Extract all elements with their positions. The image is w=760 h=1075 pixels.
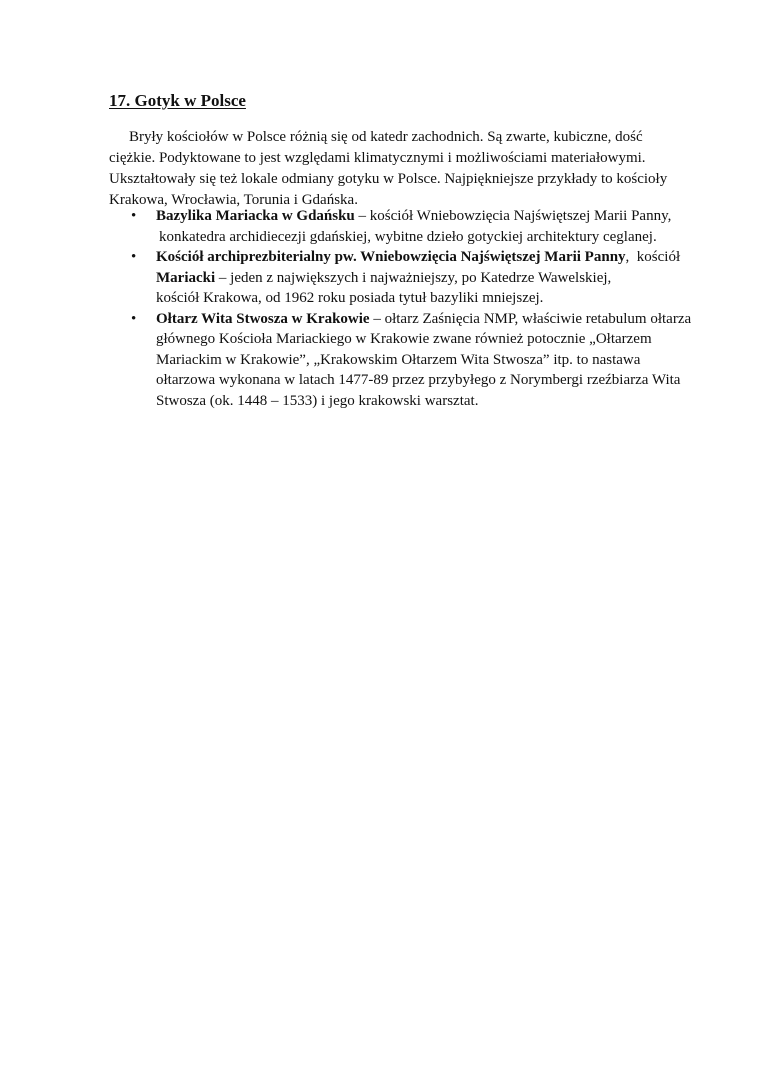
list-item-kosciol-mariacki <box>109 247 709 309</box>
intro-paragraph <box>109 127 699 211</box>
item-text: – jeden z największych i najważniejszy, po Katedrze Wawelskiej, <box>215 269 612 286</box>
list-item-bazylika-mariacka <box>109 206 709 247</box>
item-title: Kościół archiprezbiterialny pw. Wniebowzięcia Najświętszej Marii Panny <box>156 249 626 265</box>
section-heading: 17. Gotyk w Polsce <box>109 91 246 110</box>
item-title: Bazylika Mariacka w Gdańsku <box>156 208 355 224</box>
intro-line: Bryły kościołów w Polsce różnią się od katedr zachodnich. Są zwarte, kubiczne, dość <box>129 129 643 145</box>
bullet-list <box>109 206 709 411</box>
intro-line: Krakowa, Wrocławia, Torunia i Gdańska. <box>109 192 358 208</box>
item-text: Mariackim w Krakowie”, „Krakowskim Ołtarzem Wita Stwosza” itp. to nastawa <box>156 351 641 368</box>
item-text: kościół Krakowa, od 1962 roku posiada tytuł bazyliki mniejszej. <box>156 290 544 306</box>
item-text: – kościół Wniebowzięcia Najświętszej Marii Panny, <box>354 208 672 224</box>
intro-line: Ukształtowały się też lokale odmiany gotyku w Polsce. Najpiękniejsze przykłady to kościoły <box>109 171 668 187</box>
bullet-icon: • <box>131 208 137 224</box>
item-text: – ołtarz Zaśnięcia NMP, właściwie retabulum ołtarza <box>369 310 692 327</box>
item-text: ołtarzowa wykonana w latach 1477-89 przez przybyłego z Norymbergi rzeźbiarza Wita <box>156 372 681 388</box>
item-title-continued: Mariacki <box>156 269 216 286</box>
item-text: konkatedra archidiecezji gdańskiej, wybitne dzieło gotyckiej architektury ceglanej. <box>159 228 657 245</box>
item-title: Ołtarz Wita Stwosza w Krakowie <box>156 310 370 327</box>
list-item-oltarz-wita-stwosza <box>109 309 709 412</box>
bullet-icon: • <box>131 249 137 265</box>
bullet-icon: • <box>131 310 137 327</box>
item-text: , kościół <box>625 249 681 265</box>
item-text: Stwosza (ok. 1448 – 1533) i jego krakowski warsztat. <box>156 392 479 409</box>
intro-line: ciężkie. Podyktowane to jest względami klimatycznymi i możliwościami materiałowymi. <box>109 150 646 166</box>
item-text: głównego Kościoła Mariackiego w Krakowie zwane również potocznie „Ołtarzem <box>156 331 652 347</box>
